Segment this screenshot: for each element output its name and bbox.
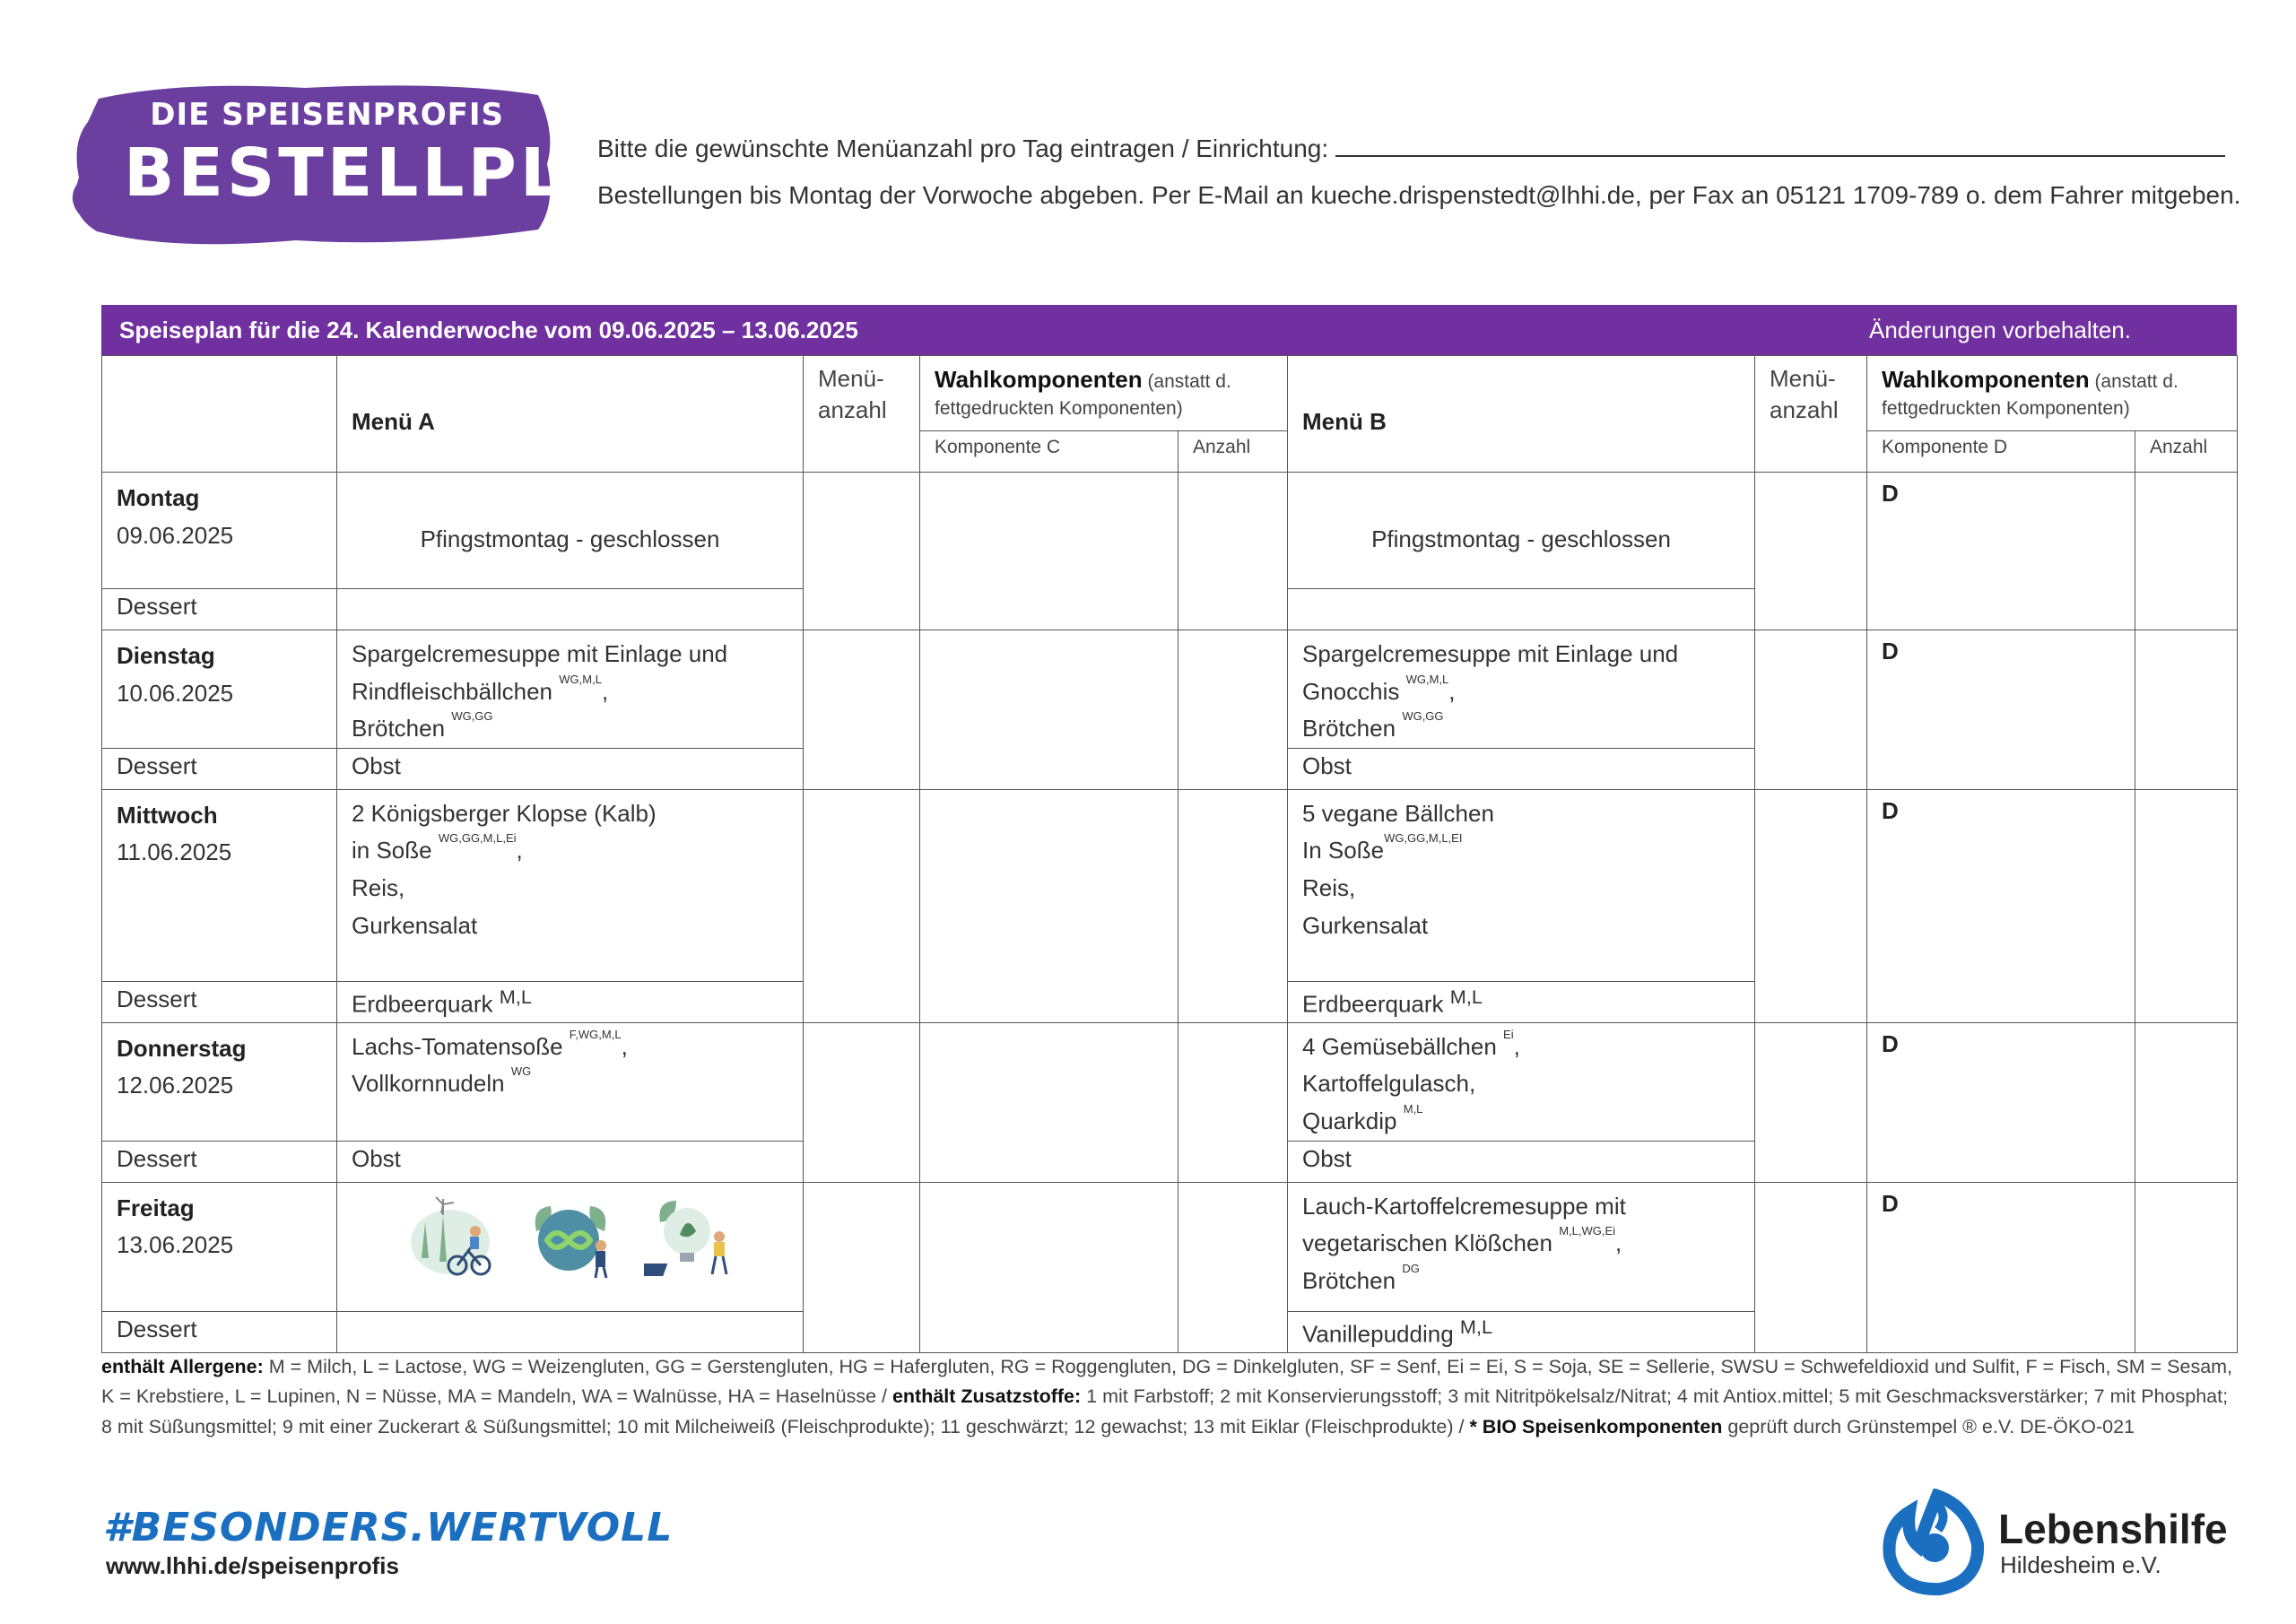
komponente-d-input[interactable]: D [1867,1182,2135,1352]
dish-line: 5 vegane Bällchen [1302,799,1494,827]
menu-a-cell: Lachs-Tomatensoße $^{F,WG,M,L}$, Vollkornnudeln $^{WG}$ [337,1022,804,1141]
anzahl-c-input[interactable] [1178,1182,1288,1352]
header-wahl-a [920,356,1288,431]
brand-text: DIE SPEISENPROFIS [150,97,504,133]
recycling-globe-icon [524,1195,617,1281]
menu-a-cell: Pfingstmontag - geschlossen [337,473,804,589]
dessert-label: Dessert [102,1311,337,1352]
menu-b-cell: Lauch-Kartoffelcremesuppe mit vegetarischen Klößchen $^{M,L,WG,Ei}$, Brötchen $^{DG}$ [1288,1182,1755,1311]
dessert-a [337,1311,804,1352]
dessert-b [1288,1311,1755,1352]
day-cell [102,473,337,589]
anzahl-a-input[interactable] [804,1022,920,1182]
bio-label: * BIO Speisenkomponenten [1469,1415,1723,1437]
allergen-code: WG,GG [1402,709,1444,724]
plan-title-bar [101,305,2237,355]
anzahl-c-input[interactable] [1178,789,1288,1022]
header-anzahl-d: Anzahl [2135,431,2238,473]
dish-line: Brötchen [1302,715,1396,743]
dessert-a [337,589,804,630]
header-menu-b: Menü B [1288,356,1755,473]
changes-notice: Änderungen vorbehalten. [1868,317,2131,343]
menu-b-cell: 4 Gemüsebällchen $^{Ei}$, Kartoffelgulasch, Quarkdip $^{M,L}$ [1288,1022,1755,1141]
komponente-c-input[interactable] [920,1182,1178,1352]
day-date: 10.06.2025 [117,679,234,707]
dish-line: Lauch-Kartoffelcremesuppe mit [1302,1192,1626,1220]
allergen-code: M,L [1403,1101,1423,1116]
anzahl-b-input[interactable] [1755,1182,1867,1352]
dessert-a: Obst [337,1141,804,1182]
anzahl-a-input[interactable] [804,630,920,790]
header-komponente-d: Komponente D [1867,431,2135,473]
website-link[interactable]: www.lhhi.de/speisenprofis [106,1552,399,1579]
dish-line: Reis, [352,873,405,901]
day-date: 13.06.2025 [117,1231,234,1259]
dish-line: Quarkdip [1302,1107,1397,1134]
menu-a-cell: Spargelcremesuppe mit Einlage und Rindfleischbällchen $^{WG,M,L}$, Brötchen $^{WG,GG}$ [337,630,804,749]
einrichtung-input-line[interactable] [1335,135,2225,157]
header-empty [102,356,337,473]
org-subtitle: Hildesheim e.V. [2000,1551,2161,1578]
dish-line: Vollkornnudeln [352,1070,505,1098]
komponente-c-input[interactable] [920,789,1178,1022]
dish-line: Gurkensalat [352,911,478,939]
dessert-label: Dessert [102,748,337,789]
logo-title: BESTELLPLAN [124,135,681,212]
plan-title: Speiseplan für die 24. Kalenderwoche vom 09.06.2025 – 13.06.2025 [119,317,858,343]
dish-line: 2 Königsberger Klopse (Kalb) [352,799,657,827]
dessert-text: Erdbeerquark [352,990,493,1018]
menu-b-cell: Spargelcremesuppe mit Einlage und Gnocchis $^{WG,M,L}$, Brötchen $^{WG,GG}$ [1288,630,1755,749]
dish-line: 4 Gemüsebällchen [1302,1032,1497,1060]
header-menu-a: Menü A [337,356,804,473]
solar-lightbulb-icon [644,1195,737,1281]
dish-line: Spargelcremesuppe mit Einlage und [1302,640,1679,667]
hashtag: #BESONDERS.WERTVOLL [103,1505,674,1550]
komponente-c-input[interactable] [920,1022,1178,1182]
allergen-code: M,L [499,985,532,1008]
anzahl-a-input[interactable] [804,789,920,1022]
org-name: Lebenshilfe [1998,1506,2228,1552]
anzahl-b-input[interactable] [1755,473,1867,630]
header-komponente-c: Komponente C [920,431,1178,473]
anzahl-d-input[interactable] [2135,1182,2238,1352]
dish-line: In Soße [1302,837,1385,864]
wahl-note-b: (anstatt d. fettgedruckten Komponenten) [1882,371,2179,420]
instruction-line-2: Bestellungen bis Montag der Vorwoche abgeben. Per E-Mail an kueche.drispenstedt@lhhi.de, per Fax an 05121 1709-789 o. dem Fahrer mitgeben. [597,181,2241,209]
bio-text: geprüft durch Grünstempel ® e.V. DE-ÖKO-021 [1722,1415,2135,1437]
wahl-note-a: (anstatt d. fettgedruckten Komponenten) [935,371,1231,420]
day-cell [102,1182,337,1311]
header-anzahl-a: Menü-anzahl [804,356,920,473]
dish-line: Brötchen [1302,1266,1396,1294]
sustainability-icons [352,1183,788,1281]
dessert-a: Obst [337,748,804,789]
instruction-line-1 [597,135,2225,163]
day-cell [102,789,337,981]
dessert-label: Dessert [102,1141,337,1182]
wahl-title-a: Wahlkomponenten [935,366,1143,393]
allergen-code: WG,GG,M,L,Ei [438,831,517,846]
anzahl-c-input[interactable] [1178,630,1288,790]
allergen-code: M,L [1459,1315,1493,1338]
dessert-text: Erdbeerquark [1302,990,1444,1018]
dish-line: Brötchen [352,715,446,743]
day-cell [102,630,337,749]
allergen-code: Ei [1503,1027,1514,1041]
anzahl-d-input[interactable] [2135,473,2238,630]
allergen-code: WG,M,L [1405,672,1449,686]
anzahl-a-input[interactable] [804,1182,920,1352]
day-name: Mittwoch [117,801,218,829]
day-name: Donnerstag [117,1034,247,1062]
header-anzahl-b: Menü-anzahl [1755,356,1867,473]
dish-line: Gurkensalat [1302,911,1429,939]
allergen-code: DG [1402,1261,1420,1275]
day-date: 12.06.2025 [117,1072,234,1099]
day-cell [102,1022,337,1141]
dish-line: in Soße [352,837,432,864]
anzahl-d-input[interactable] [2135,789,2238,1022]
dessert-text: Vanillepudding [1302,1320,1454,1348]
anzahl-d-input[interactable] [2135,630,2238,790]
anzahl-b-input[interactable] [1755,1022,1867,1182]
allergen-code: WG [510,1064,532,1079]
dish-line: vegetarischen Klößchen [1302,1229,1552,1257]
wind-bicycle-icon [404,1195,497,1281]
header-anzahl-c: Anzahl [1178,431,1288,473]
anzahl-c-input[interactable] [1178,473,1288,630]
allergen-code: M,L,WG,Ei [1559,1224,1616,1238]
bestellplan-logo [72,79,681,249]
allergen-footnote [101,1352,2237,1442]
dessert-b: Obst [1288,1141,1755,1182]
komponente-d-input[interactable]: D [1867,789,2135,1022]
allergen-code: WG,GG [451,709,493,724]
plan-table [101,355,2238,1353]
menu-b-cell [1288,789,1755,981]
allergen-code: F,WG,M,L [569,1027,622,1041]
dish-line: Gnocchis [1302,677,1400,705]
anzahl-b-input[interactable] [1755,630,1867,790]
anzahl-c-input[interactable] [1178,1022,1288,1182]
komponente-d-input[interactable]: D [1867,1022,2135,1182]
dessert-label: Dessert [102,589,337,630]
komponente-c-input[interactable] [920,630,1178,790]
dessert-b [1288,589,1755,630]
dessert-a [337,981,804,1022]
dessert-b [1288,981,1755,1022]
zusatz-label: enthält Zusatzstoffe: [891,1385,1082,1408]
anzahl-a-input[interactable] [804,473,920,630]
anzahl-d-input[interactable] [2135,1022,2238,1182]
dish-line: Rindfleischbällchen [352,677,553,705]
komponente-d-input[interactable]: D [1867,630,2135,790]
allergen-code: M,L [1449,985,1483,1008]
day-date: 09.06.2025 [117,521,234,549]
zusatz-text: 1 mit Farbstoff; 2 mit Konservierungsstoff; 3 mit Nitritpökelsalz/Nitrat; 4 mit Antiox.mittel; 5 mit Geschmacksverstärker; 7 mit Phosphat; 8 mit Süßungsmittel; 9 mit einer Zuckerart & Süßungsmittel; 10 mit Milcheiweiß (Fleischprodukte); 11 geschwärzt; 12 gewachst; 13 mit Eiklar (Fleischprodukte) / [101,1385,2229,1437]
header-wahl-b [1867,356,2238,431]
anzahl-b-input[interactable] [1755,789,1867,1022]
day-date: 11.06.2025 [117,838,232,866]
dish-line: Spargelcremesuppe mit Einlage und [352,640,728,667]
dessert-label: Dessert [102,981,337,1022]
allergen-code: WG,M,L [559,672,602,686]
menu-plan [101,305,2237,1353]
day-name: Montag [117,484,200,511]
menu-a-cell: 2 Königsberger Klopse (Kalb) in Soße $^{WG,GG,M,L,Ei}$, Reis, Gurkensalat [337,789,804,981]
komponente-c-input[interactable] [920,473,1178,630]
menu-a-cell [337,1182,804,1311]
lebenshilfe-logo-icon [1879,1489,1996,1596]
dish-line: Kartoffelgulasch, [1302,1070,1476,1098]
dessert-b: Obst [1288,748,1755,789]
komponente-d-input[interactable]: D [1867,473,2135,630]
dish-line: Lachs-Tomatensoße [352,1032,563,1060]
instruction-text-1: Bitte die gewünschte Menüanzahl pro Tag eintragen / Einrichtung: [597,135,1329,162]
menu-b-cell: Pfingstmontag - geschlossen [1288,473,1755,589]
allergene-text: M = Milch, L = Lactose, WG = Weizengluten, GG = Gerstengluten, HG = Hafergluten, RG = Roggengluten, DG = Dinkelgluten, SF = Senf, Ei = Ei, S = Soja, SE = Sellerie, SWSU = Schwefeldioxid und Sulfit, F = Fisch, SM = Sesam, K = Krebstiere, L = Lupinen, N = Nüsse, MA = Mandeln, WA = Walnüsse, HA = Haselnüsse / [101,1356,2233,1408]
wahl-title-b: Wahlkomponenten [1882,366,2090,393]
day-name: Dienstag [117,642,215,669]
allergen-code: WG,GG,M,L,EI [1384,831,1463,846]
dish-line: Reis, [1302,873,1356,901]
day-name: Freitag [117,1194,195,1221]
allergene-label: enthält Allergene: [101,1356,264,1377]
